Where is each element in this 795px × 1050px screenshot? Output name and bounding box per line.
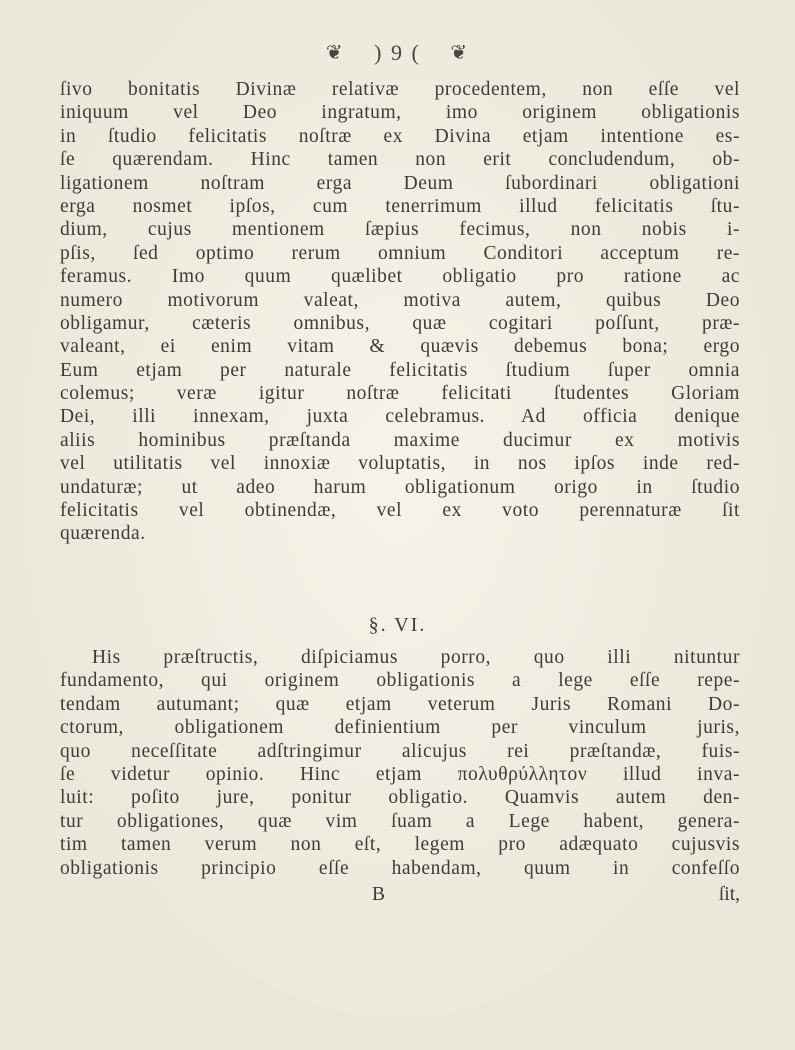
section-heading: §. VI. [368, 614, 427, 636]
text-line: iniquum vel Deo ingratum, imo originem obligationis [60, 102, 740, 124]
page-number: ) 9 ( [374, 39, 421, 65]
text-line: quo neceſſitate adſtringimur alicujus rei præſtandæ, fuis- [60, 740, 740, 762]
text-line: tendam autumant; quæ etjam veterum Juris Romani Do- [60, 693, 740, 715]
text-line: dium, cujus mentionem ſæpius fecimus, non nobis i- [60, 219, 740, 241]
text-line: aliis hominibus præſtanda maxime ducimur ex motivis [60, 429, 740, 451]
text-line: ctorum, obligationem definientium per vinculum juris, [60, 717, 740, 739]
paragraph-2 [60, 646, 740, 880]
text-line: obligamur, cæteris omnibus, quæ cogitari poſſunt, præ- [60, 312, 740, 334]
text-line: obligationis principio eſſe habendam, quum in confeſſo [60, 857, 740, 879]
page-header [0, 38, 795, 66]
text-line: fundamento, qui originem obligationis a lege eſſe repe- [60, 670, 740, 692]
text-line: tim tamen verum non eſt, legem pro adæquato cujusvis [60, 834, 740, 856]
text-line: numero motivorum valeat, motiva autem, quibus Deo [60, 289, 740, 311]
paragraph-1 [60, 78, 740, 546]
text-line: erga nosmet ipſos, cum tenerrimum illud felicitatis ſtu- [60, 195, 740, 217]
page-footer [60, 884, 740, 908]
text-line: quærenda. [60, 523, 146, 545]
text-line: felicitatis vel obtinendæ, vel ex voto perennaturæ ſit [60, 500, 740, 522]
text-line: pſis, ſed optimo rerum omnium Conditori acceptum re- [60, 242, 740, 264]
text-line: in ſtudio felicitatis noſtræ ex Divina etjam intentione es- [60, 125, 740, 147]
text-line: undaturæ; ut adeo harum obligationum origo in ſtudio [60, 476, 740, 498]
text-line: luit: poſito jure, ponitur obligatio. Quamvis autem den- [60, 787, 740, 809]
text-line: His præſtructis, diſpiciamus porro, quo illi nituntur [92, 647, 740, 668]
text-line: tur obligationes, quæ vim ſuam a Lege habent, genera- [60, 810, 740, 832]
text-line: Dei, illi innexam, juxta celebramus. Ad officia denique [60, 406, 740, 428]
text-line: feramus. Imo quum quælibet obligatio pro ratione ac [60, 266, 740, 288]
fleuron-ornament-right: ❦ [450, 42, 470, 65]
fleuron-ornament-left: ❦ [325, 42, 345, 65]
signature-mark: B [372, 884, 386, 905]
text-line: ſivo bonitatis Divinæ relativæ procedentem, non eſſe vel [60, 79, 740, 100]
text-line: colemus; veræ igitur noſtræ felicitati ſtudentes Gloriam [60, 383, 740, 405]
catchword: ſit, [718, 884, 740, 905]
text-line: ſe videtur opinio. Hinc etjam πολυθρύλλητον illud inva- [60, 763, 740, 785]
text-line: ſe quærendam. Hinc tamen non erit concludendum, ob- [60, 149, 740, 171]
text-line: vel utilitatis vel innoxiæ voluptatis, in nos ipſos inde red- [60, 453, 740, 475]
text-line: Eum etjam per naturale felicitatis ſtudium ſuper omnia [60, 359, 740, 381]
text-line: valeant, ei enim vitam & quævis debemus bona; ergo [60, 336, 740, 358]
text-line: ligationem noſtram erga Deum ſubordinari obligationi [60, 172, 740, 194]
